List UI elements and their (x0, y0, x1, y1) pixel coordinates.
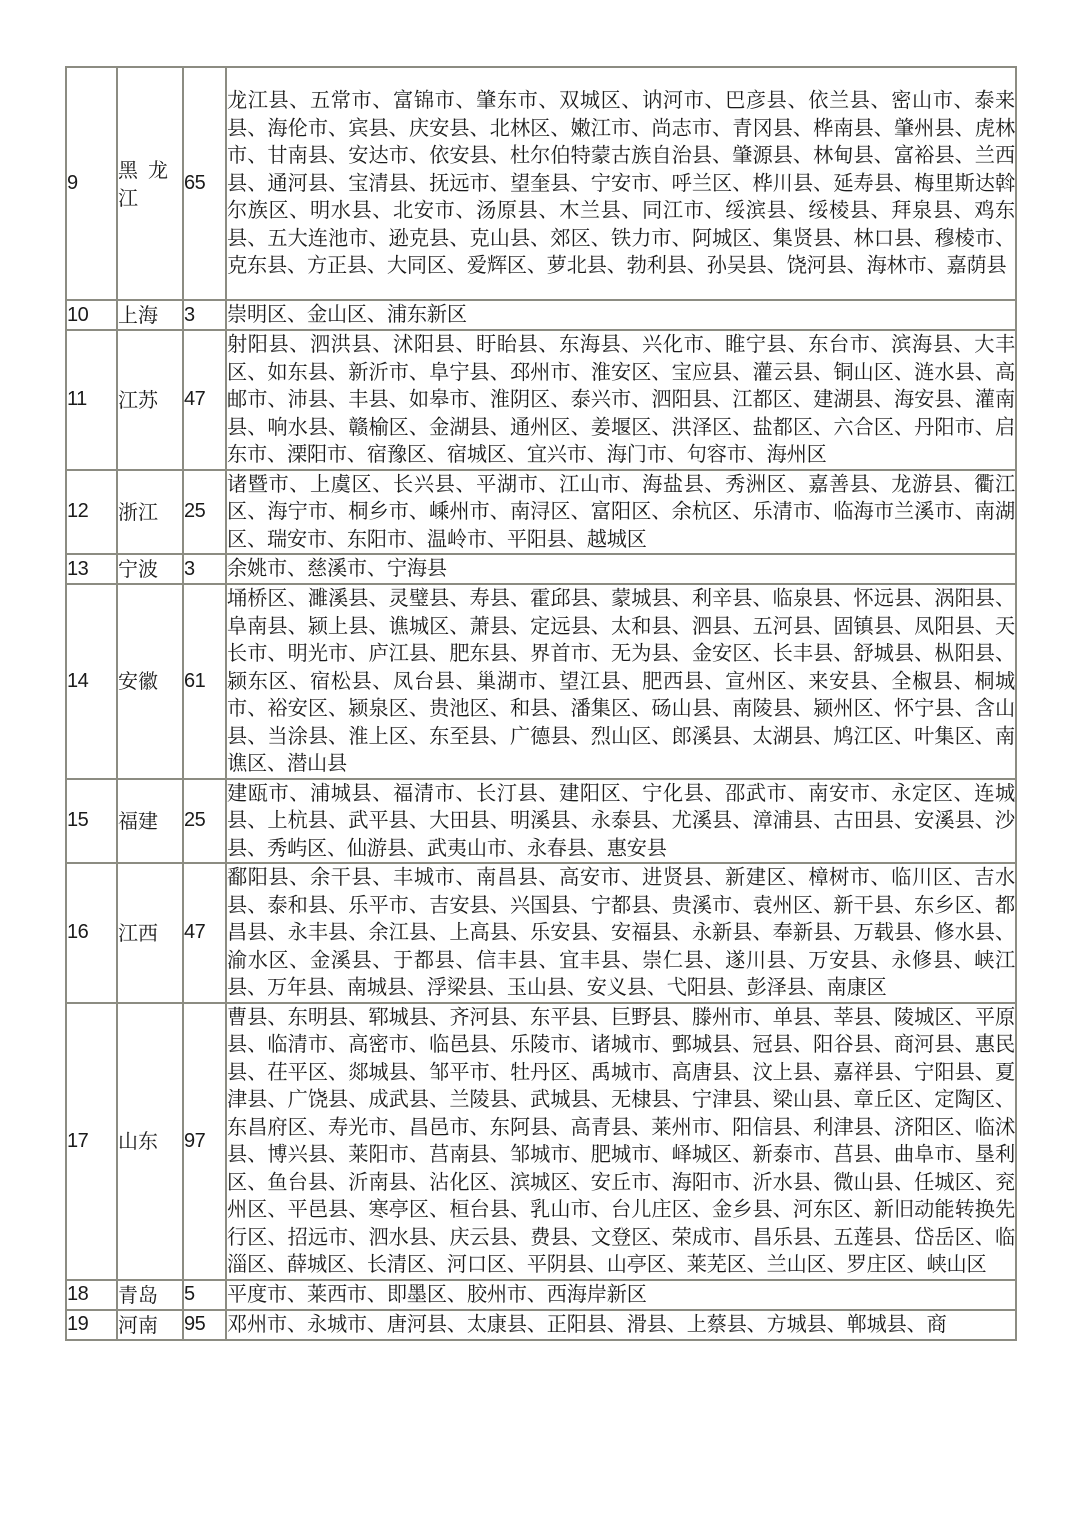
county-list: 鄱阳县、余干县、丰城市、南昌县、高安市、进贤县、新建区、樟树市、临川区、吉水县、泰和县、乐平市、吉安县、兴国县、宁都县、贵溪市、袁州区、新干县、东乡区、都昌县、永丰县、余江县、上高县、乐安县、安福县、永新县、奉新县、万载县、修水县、渝水区、金溪县、于都县、信丰县、宜丰县、崇仁县、遂川县、万安县、永修县、峡江县、万年县、南城县、浮梁县、玉山县、安义县、弋阳县、彭泽县、南康区 (226, 863, 1016, 1003)
county-list: 建瓯市、浦城县、福清市、长汀县、建阳区、宁化县、邵武市、南安市、永定区、连城县、上杭县、武平县、大田县、明溪县、永泰县、尤溪县、漳浦县、古田县、安溪县、沙县、秀屿区、仙游县、武夷山市、永春县、惠安县 (226, 779, 1016, 864)
county-count: 65 (183, 67, 226, 300)
province-name: 上海 (117, 300, 183, 330)
county-count: 97 (183, 1003, 226, 1280)
province-name: 黑龙 江 (117, 67, 183, 300)
table-row (66, 779, 1016, 864)
row-number: 13 (66, 554, 117, 584)
province-name: 福建 (117, 779, 183, 864)
county-count: 47 (183, 863, 226, 1003)
county-list: 射阳县、泗洪县、沭阳县、盱眙县、东海县、兴化市、睢宁县、东台市、滨海县、大丰区、如东县、新沂市、阜宁县、邳州市、淮安区、宝应县、灌云县、铜山区、涟水县、高邮市、沛县、丰县、如皋市、淮阴区、泰兴市、泗阳县、江都区、建湖县、海安县、灌南县、响水县、赣榆区、金湖县、通州区、姜堰区、洪泽区、盐都区、六合区、丹阳市、启东市、溧阳市、宿豫区、宿城区、宜兴市、海门市、句容市、海州区 (226, 330, 1016, 470)
table-row (66, 300, 1016, 330)
county-list: 埇桥区、濉溪县、灵璧县、寿县、霍邱县、蒙城县、利辛县、临泉县、怀远县、涡阳县、阜南县、颍上县、谯城区、萧县、定远县、太和县、泗县、五河县、固镇县、凤阳县、天长市、明光市、庐江县、肥东县、界首市、无为县、金安区、长丰县、舒城县、枞阳县、颍东区、宿松县、凤台县、巢湖市、望江县、肥西县、宣州区、来安县、全椒县、桐城市、裕安区、颍泉区、贵池区、和县、潘集区、砀山县、南陵县、颍州区、怀宁县、含山县、当涂县、淮上区、东至县、广德县、烈山区、郎溪县、太湖县、鸠江区、叶集区、南谯区、潜山县 (226, 584, 1016, 779)
table-row (66, 584, 1016, 779)
province-name: 安徽 (117, 584, 183, 779)
row-number: 9 (66, 67, 117, 300)
table-row (66, 67, 1016, 300)
row-number: 16 (66, 863, 117, 1003)
province-name: 浙江 (117, 470, 183, 555)
province-name: 河南 (117, 1310, 183, 1340)
county-list: 龙江县、五常市、富锦市、肇东市、双城区、讷河市、巴彦县、依兰县、密山市、泰来县、海伦市、宾县、庆安县、北林区、嫩江市、尚志市、青冈县、桦南县、肇州县、虎林市、甘南县、安达市、依安县、杜尔伯特蒙古族自治县、肇源县、林甸县、富裕县、兰西县、通河县、宝清县、抚远市、望奎县、宁安市、呼兰区、桦川县、延寿县、梅里斯达斡尔族区、明水县、北安市、汤原县、木兰县、同江市、绥滨县、绥棱县、拜泉县、鸡东县、五大连池市、逊克县、克山县、郊区、铁力市、阿城区、集贤县、林口县、穆棱市、克东县、方正县、大同区、爱辉区、萝北县、勃利县、孙吴县、饶河县、海林市、嘉荫县 (226, 67, 1016, 300)
county-list: 诸暨市、上虞区、长兴县、平湖市、江山市、海盐县、秀洲区、嘉善县、龙游县、衢江区、海宁市、桐乡市、嵊州市、南浔区、富阳区、余杭区、乐清市、临海市兰溪市、南湖区、瑞安市、东阳市、温岭市、平阳县、越城区 (226, 470, 1016, 555)
row-number: 19 (66, 1310, 117, 1340)
county-list: 余姚市、慈溪市、宁海县 (226, 554, 1016, 584)
county-list: 平度市、莱西市、即墨区、胶州市、西海岸新区 (226, 1280, 1016, 1310)
table-row (66, 863, 1016, 1003)
row-number: 17 (66, 1003, 117, 1280)
table-row (66, 330, 1016, 470)
table-row (66, 1280, 1016, 1310)
county-count: 3 (183, 300, 226, 330)
province-name: 青岛 (117, 1280, 183, 1310)
county-count: 95 (183, 1310, 226, 1340)
county-list: 曹县、东明县、郓城县、齐河县、东平县、巨野县、滕州市、单县、莘县、陵城区、平原县、临清市、高密市、临邑县、乐陵市、诸城市、鄄城县、冠县、阳谷县、商河县、惠民县、茌平区、郯城县、邹平市、牡丹区、禹城市、高唐县、汶上县、嘉祥县、宁阳县、夏津县、广饶县、成武县、兰陵县、武城县、无棣县、宁津县、梁山县、章丘区、定陶区、东昌府区、寿光市、昌邑市、东阿县、高青县、莱州市、阳信县、利津县、济阳区、临沭县、博兴县、莱阳市、莒南县、邹城市、肥城市、峄城区、新泰市、莒县、曲阜市、垦利区、鱼台县、沂南县、沾化区、滨城区、安丘市、海阳市、沂水县、微山县、任城区、兖州区、平邑县、寒亭区、桓台县、乳山市、台儿庄区、金乡县、河东区、新旧动能转换先行区、招远市、泗水县、庆云县、费县、文登区、荣成市、昌乐县、五莲县、岱岳区、临淄区、薛城区、长清区、河口区、平阴县、山亭区、莱芜区、兰山区、罗庄区、峡山区 (226, 1003, 1016, 1280)
county-count: 3 (183, 554, 226, 584)
county-count: 25 (183, 470, 226, 555)
county-count: 25 (183, 779, 226, 864)
county-count: 61 (183, 584, 226, 779)
province-name: 山东 (117, 1003, 183, 1280)
document-page (65, 66, 1015, 1341)
row-number: 18 (66, 1280, 117, 1310)
table-row (66, 554, 1016, 584)
province-name: 宁波 (117, 554, 183, 584)
county-list: 崇明区、金山区、浦东新区 (226, 300, 1016, 330)
row-number: 14 (66, 584, 117, 779)
province-name: 江西 (117, 863, 183, 1003)
county-list-table (65, 66, 1017, 1341)
county-count: 5 (183, 1280, 226, 1310)
county-list: 邓州市、永城市、唐河县、太康县、正阳县、滑县、上蔡县、方城县、郸城县、商 (226, 1310, 1016, 1340)
table-row (66, 1310, 1016, 1340)
table-row (66, 470, 1016, 555)
province-name: 江苏 (117, 330, 183, 470)
table-row (66, 1003, 1016, 1280)
row-number: 12 (66, 470, 117, 555)
row-number: 15 (66, 779, 117, 864)
row-number: 11 (66, 330, 117, 470)
county-count: 47 (183, 330, 226, 470)
row-number: 10 (66, 300, 117, 330)
